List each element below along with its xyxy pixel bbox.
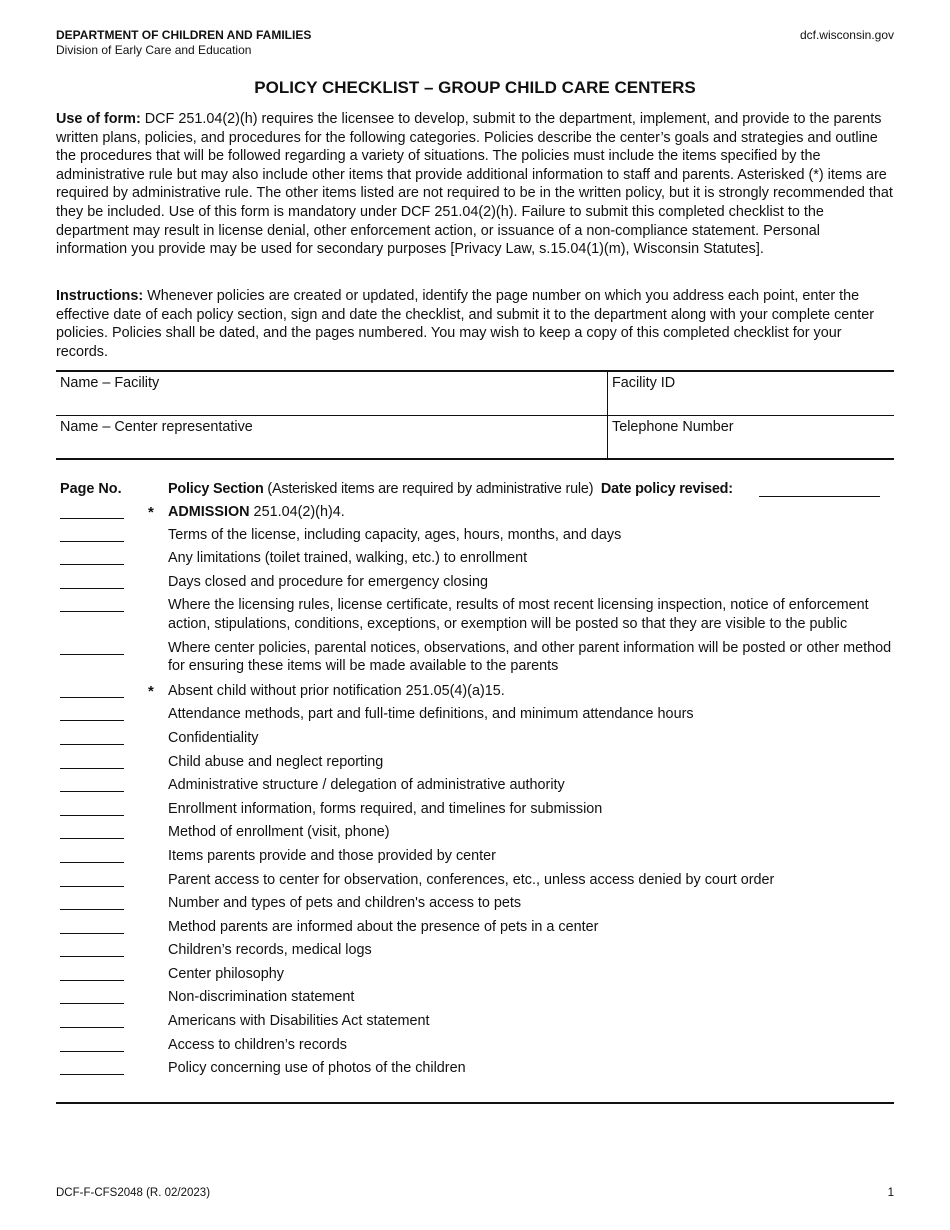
checklist-item <box>56 526 894 545</box>
checklist-item <box>56 682 894 701</box>
policy-item-text: Non-discrimination statement <box>168 989 355 1006</box>
policy-item-text: Number and types of pets and children's access to pets <box>168 895 522 912</box>
department-name: DEPARTMENT OF CHILDREN AND FAMILIES <box>56 28 312 42</box>
info-row-facility <box>56 372 894 416</box>
info-row-representative <box>56 416 894 459</box>
checklist-items <box>56 503 894 1083</box>
checklist-item <box>56 988 894 1007</box>
telephone-field[interactable] <box>607 416 894 459</box>
facility-name-field[interactable] <box>56 372 607 415</box>
policy-item-text: Items parents provide and those provided by center <box>168 847 496 864</box>
page-number-field[interactable] <box>60 744 124 745</box>
page-number-field[interactable] <box>60 1027 124 1028</box>
date-revised-label: Date policy revised: <box>600 481 733 497</box>
policy-item-text: Terms of the license, including capacity, ages, hours, months, and days <box>168 526 622 543</box>
page-number-field[interactable] <box>60 886 124 887</box>
checklist-item <box>56 800 894 819</box>
policy-item-text: Child abuse and neglect reporting <box>168 753 384 770</box>
checklist-item <box>56 776 894 795</box>
division-name: Division of Early Care and Education <box>56 43 252 57</box>
required-asterisk-icon: * <box>148 504 154 521</box>
page-number-field[interactable] <box>60 838 124 839</box>
page-number-field[interactable] <box>60 768 124 769</box>
page-no-heading: Page No. <box>60 481 122 497</box>
bottom-divider <box>56 1102 894 1104</box>
page-number-field[interactable] <box>60 909 124 910</box>
policy-item-text: Days closed and procedure for emergency closing <box>168 573 488 590</box>
page-number-field[interactable] <box>60 815 124 816</box>
page-number-field[interactable] <box>60 611 124 612</box>
policy-item-text: ADMISSION 251.04(2)(h)4. <box>168 504 345 520</box>
use-of-form-text: DCF 251.04(2)(h) requires the licensee to develop, submit to the department, implement, and provide to the parents written plans, policies, and procedures for the following categories. Policies describe the center’s goals and strategies and outline the procedures that will be followed regarding a variety of situations. The policies must include the items specified by the administrative rule but may also include other items that provide additional information to staff and parents. Asterisked (*) items are required by administrative rule. The other items listed are not required to be in the written policy, but it is strongly recommended that they be included. Use of this form is mandatory under DCF 251.04(2)(h). Failure to submit this completed checklist to the department may result in license denial, other enforcement action, or issuance of a non-compliance statement. Personal information you provide may be used for secondary purposes [Privacy Law, s.15.04(1)(m), Wisconsin Statutes]. <box>56 111 893 258</box>
form-page <box>56 0 894 1230</box>
policy-item-text: Administrative structure / delegation of administrative authority <box>168 777 565 794</box>
page-number-field[interactable] <box>60 1074 124 1075</box>
checklist-header <box>56 481 894 501</box>
use-of-form-label: Use of form: <box>56 111 141 127</box>
checklist-item <box>56 549 894 568</box>
checklist-item <box>56 1036 894 1055</box>
instructions-paragraph <box>56 287 894 361</box>
page-number-field[interactable] <box>60 518 124 519</box>
policy-item-text: Method of enrollment (visit, phone) <box>168 824 390 841</box>
facility-id-field[interactable] <box>607 372 894 415</box>
policy-item-text: Children’s records, medical logs <box>168 942 372 959</box>
checklist-item <box>56 705 894 724</box>
checklist-item <box>56 894 894 913</box>
policy-section-heading: Policy Section (Asterisked items are required by administrative rule) Date policy revised: <box>168 481 733 497</box>
page-number-field[interactable] <box>60 956 124 957</box>
page-number-field[interactable] <box>60 720 124 721</box>
checklist-item <box>56 965 894 984</box>
policy-item-text: Where center policies, parental notices, observations, and other parent information will be posted or other method for ensuring these items will be made available to the parents <box>168 639 892 675</box>
checklist-item <box>56 918 894 937</box>
policy-item-text: Americans with Disabilities Act statement <box>168 1013 430 1030</box>
checklist-item <box>56 753 894 772</box>
checklist-item <box>56 941 894 960</box>
page-number-field[interactable] <box>60 1051 124 1052</box>
page-number-field[interactable] <box>60 564 124 565</box>
header-agency <box>56 28 311 58</box>
policy-item-text: Absent child without prior notification 251.05(4)(a)15. <box>168 682 505 699</box>
page-number-field[interactable] <box>60 862 124 863</box>
use-of-form-paragraph <box>56 110 894 259</box>
policy-item-text: Any limitations (toilet trained, walking, etc.) to enrollment <box>168 550 528 567</box>
checklist-item <box>56 1012 894 1031</box>
page-number-field[interactable] <box>60 980 124 981</box>
required-asterisk-icon: * <box>148 682 154 700</box>
checklist-item <box>56 871 894 890</box>
checklist-item <box>56 847 894 866</box>
policy-item-text: Center philosophy <box>168 965 284 982</box>
facility-info-table <box>56 370 894 460</box>
facility-id-label: Facility ID <box>612 375 676 391</box>
page-number: 1 <box>887 1187 894 1199</box>
telephone-label: Telephone Number <box>612 419 734 435</box>
form-title: POLICY CHECKLIST – GROUP CHILD CARE CENTERS <box>254 78 696 97</box>
form-number: DCF-F-CFS2048 (R. 02/2023) <box>56 1187 211 1199</box>
policy-item-text: Parent access to center for observation, conferences, etc., unless access denied by court order <box>168 871 775 888</box>
instructions-text: Whenever policies are created or updated, identify the page number on which you address each point, enter the effective date of each policy section, sign and date the checklist, and submit it to the department along with your complete center policies. Policies shall be dated, and the pages numbered. You may wish to keep a copy of this completed checklist for your records. <box>56 288 875 360</box>
page-number-field[interactable] <box>60 541 124 542</box>
checklist-item <box>56 639 894 676</box>
instructions-label: Instructions: <box>56 288 144 304</box>
page-number-field[interactable] <box>60 654 124 655</box>
policy-item-text: Confidentiality <box>168 729 259 746</box>
facility-name-label: Name – Facility <box>60 375 160 391</box>
representative-name-label: Name – Center representative <box>60 419 253 435</box>
page-number-field[interactable] <box>60 588 124 589</box>
representative-name-field[interactable] <box>56 416 607 459</box>
checklist-item <box>56 573 894 592</box>
page-number-field[interactable] <box>60 933 124 934</box>
checklist-item <box>56 823 894 842</box>
page-number-field[interactable] <box>60 697 124 698</box>
page-number-field[interactable] <box>60 1003 124 1004</box>
website-link[interactable]: dcf.wisconsin.gov <box>799 28 894 42</box>
policy-item-text: Enrollment information, forms required, and timelines for submission <box>168 800 603 817</box>
checklist-item <box>56 596 894 633</box>
checklist-item <box>56 729 894 748</box>
policy-item-text: Policy concerning use of photos of the children <box>168 1060 466 1077</box>
checklist-item <box>56 1059 894 1078</box>
policy-item-text: Method parents are informed about the presence of pets in a center <box>168 918 599 935</box>
policy-item-text: Where the licensing rules, license certificate, results of most recent licensing inspection, notice of enforcement action, stipulations, conditions, exceptions, or exemption will be posted so that they are visible to the public <box>168 597 869 632</box>
policy-item-text: Attendance methods, part and full-time definitions, and minimum attendance hours <box>168 706 694 723</box>
page-number-field[interactable] <box>60 791 124 792</box>
checklist-item <box>56 503 894 522</box>
policy-item-text: Access to children’s records <box>168 1036 347 1053</box>
date-revised-field[interactable] <box>759 496 880 497</box>
